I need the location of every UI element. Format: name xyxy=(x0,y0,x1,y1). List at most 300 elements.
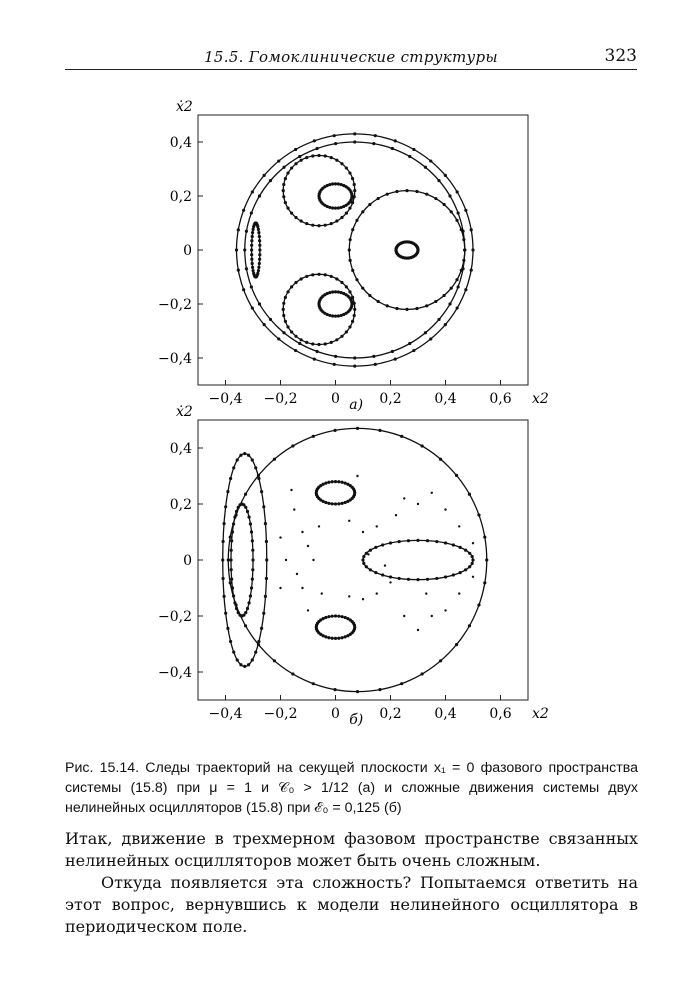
panel-2-orbit-point xyxy=(340,636,343,639)
panel-1-orbit-point xyxy=(437,179,440,182)
panel-1-orbit-point xyxy=(455,278,458,281)
panel-2-y-axis-label: ẋ2 xyxy=(176,404,193,420)
panel-1-orbit-point xyxy=(334,315,337,318)
panel-2-orbit-point xyxy=(221,540,224,543)
panel-1-orbit-point xyxy=(471,248,474,251)
panel-2-orbit-point xyxy=(459,546,462,549)
panel-1-orbit-point xyxy=(334,207,337,210)
panel-1-orbit-point xyxy=(335,277,338,280)
panel-1-orbit-point xyxy=(311,342,314,345)
panel-1-orbit-point xyxy=(263,174,266,177)
panel-2-orbit-point xyxy=(426,539,429,542)
panel-1-orbit-point xyxy=(412,349,415,352)
panel-2-orbit-point xyxy=(324,501,327,504)
panel-1-orbit-point xyxy=(282,331,285,334)
panel-1-orbit-point xyxy=(434,300,437,303)
panel-1-x-axis-label: x2 xyxy=(532,391,549,407)
panel-2-orbit-point xyxy=(251,658,254,661)
panel-2-chaos-point xyxy=(425,592,427,594)
panel-2-orbit-point xyxy=(435,577,438,580)
panel-1-orbit-point xyxy=(372,142,375,145)
panel-1-orbit-point xyxy=(300,219,303,222)
panel-1-orbit-point xyxy=(331,290,334,293)
panel-1-orbit-point xyxy=(242,209,245,212)
panel-2-orbit-point xyxy=(264,595,267,598)
panel-1-orbit-point xyxy=(340,281,343,284)
panel-1-orbit-point xyxy=(258,262,261,265)
panel-2-chaos-point xyxy=(307,545,309,547)
body-text xyxy=(65,828,638,938)
panel-1-orbit-point xyxy=(361,287,364,290)
panel-1-orbit-point xyxy=(443,203,446,206)
panel-1-orbit-point xyxy=(464,288,467,291)
panel-2-orbit-point xyxy=(416,578,419,581)
panel-2-x-tick-label: 0,4 xyxy=(434,706,457,722)
panel-1-orbit-point xyxy=(340,335,343,338)
panel-2-orbit-point xyxy=(468,552,471,555)
panel-2-chaos-point xyxy=(458,525,460,527)
panel-1-orbit-point xyxy=(258,302,261,305)
panel-1-orbit-point xyxy=(377,197,380,200)
panel-2-orbit-point xyxy=(362,562,365,565)
panel-2-orbit-point xyxy=(239,454,242,457)
panel-1-orbit-point xyxy=(286,290,289,293)
panel-1-orbit-point xyxy=(311,224,314,227)
panel-2-orbit-point xyxy=(312,682,315,685)
panel-1-orbit-point xyxy=(284,320,287,323)
panel-1-x-tick-label: 0,6 xyxy=(489,391,512,407)
panel-2-chaos-point xyxy=(444,609,446,611)
panel-1-orbit-point xyxy=(251,231,254,234)
panel-2-chaos-point xyxy=(431,492,433,494)
panel-2-chaos-point xyxy=(285,559,287,561)
panel-2-orbit-point xyxy=(247,601,250,604)
panel-2-orbit-point xyxy=(439,458,442,461)
panel-2-chaos-point xyxy=(348,520,350,522)
panel-2-orbit-point xyxy=(232,594,235,597)
panel-2-orbit-point xyxy=(239,663,242,666)
panel-1-orbit-point xyxy=(335,159,338,162)
panel-2-chaos-point xyxy=(362,598,364,600)
panel-2-orbit-point xyxy=(346,483,349,486)
panel-1-orbit-point xyxy=(353,365,356,368)
panel-1-x-tick-label: 0 xyxy=(331,391,340,407)
panel-1-orbit-point xyxy=(415,190,418,193)
panel-2-orbit-point xyxy=(369,549,372,552)
panel-1-orbit-point xyxy=(294,281,297,284)
panel-2-orbit-point xyxy=(455,474,458,477)
panel-1-y-tick-label: 0 xyxy=(183,243,192,259)
panel-2-orbit-point xyxy=(400,682,403,685)
panel-1-orbit-point xyxy=(355,219,358,222)
panel-1-orbit-point xyxy=(258,239,261,242)
panel-1-orbit-point xyxy=(257,231,260,234)
panel-2-orbit-point xyxy=(247,454,250,457)
panel-1-orbit-point xyxy=(337,182,340,185)
panel-1-orbit-point xyxy=(250,248,253,251)
panel-1-orbit-point xyxy=(335,338,338,341)
panel-1-orbit-point xyxy=(353,132,356,135)
panel-1-orbit-point xyxy=(290,166,293,169)
panel-2-orbit-point xyxy=(464,568,467,571)
panel-1-orbit-point xyxy=(429,337,432,340)
panel-2-orbit-point xyxy=(346,617,349,620)
figure-caption: Рис. 15.14. Следы траекторий на секущей плоскости x₁ = 0 фазового пространства системы (15.8) при μ = 1 и 𝒞₀ > 1/12 (а) и сложные движения системы двух нелинейных осцилляторов (15.8) при ℰ₀ = 0,125 (б) xyxy=(65,760,638,816)
panel-1-orbit-point xyxy=(331,314,334,317)
panel-1-orbit-point xyxy=(257,266,260,269)
panel-1-orbit-point xyxy=(337,290,340,293)
panel-1-orbit-point xyxy=(237,269,240,272)
panel-2-orbit-point xyxy=(340,502,343,505)
panel-1-orbit-point xyxy=(415,307,418,310)
panel-2-orbit-point xyxy=(265,558,268,561)
panel-1-orbit-point xyxy=(337,314,340,317)
panel-1-orbit-point xyxy=(348,325,351,328)
panel-1-orbit-point xyxy=(263,323,266,326)
panel-2-orbit-point xyxy=(251,549,254,552)
panel-2-orbit-point xyxy=(344,501,347,504)
panel-1-orbit-point xyxy=(444,323,447,326)
panel-1-orbit-point xyxy=(324,273,327,276)
panel-2-chaos-point xyxy=(296,573,298,575)
panel-1-orbit-point xyxy=(334,290,337,293)
panel-1-orbit-point xyxy=(282,195,285,198)
panel-2-chaos-point xyxy=(458,592,460,594)
panel-2-orbit-point xyxy=(381,573,384,576)
panel-2-orbit-point xyxy=(333,429,336,432)
panel-1-orbit-point xyxy=(251,228,254,231)
panel-1-orbit-point xyxy=(470,228,473,231)
panel-2-orbit-point xyxy=(471,555,474,558)
panel-1-y-tick-label: 0,2 xyxy=(169,189,192,205)
panel-1-orbit-point xyxy=(298,342,301,345)
panel-1-orbit-point xyxy=(425,193,428,196)
panel-1-orbit-point xyxy=(391,350,394,353)
panel-1-orbit-2 xyxy=(245,142,465,358)
panel-1-orbit-point xyxy=(282,314,285,317)
panel-1-orbit-point xyxy=(300,338,303,341)
panel-2-orbit-point xyxy=(260,627,263,630)
panel-2-orbit-point xyxy=(416,539,419,542)
panel-2-orbit-point xyxy=(229,477,232,480)
panel-1-y-tick-label: 0,4 xyxy=(169,135,192,151)
panel-1-orbit-point xyxy=(250,211,253,214)
panel-2-chaos-point xyxy=(348,595,350,597)
panel-2-chaos-point xyxy=(293,508,295,510)
panel-2-orbit-point xyxy=(362,555,365,558)
panel-1-orbit-point xyxy=(351,228,354,231)
panel-1-orbit-point xyxy=(462,238,465,241)
panel-1-orbit-point xyxy=(294,216,297,219)
panel-1-orbit-point xyxy=(298,155,301,158)
panel-1-orbit-point xyxy=(425,304,428,307)
panel-2-orbit-point xyxy=(407,539,410,542)
panel-1-orbit-point xyxy=(455,219,458,222)
panel-1-orbit-point xyxy=(464,209,467,212)
panel-1-orbit-point xyxy=(250,253,253,256)
panel-1-orbit-point xyxy=(290,285,293,288)
panel-1-orbit-point xyxy=(424,166,427,169)
panel-1-orbit-point xyxy=(450,210,453,213)
panel-1-orbit-point xyxy=(258,258,261,261)
panel-1-orbit-point xyxy=(250,244,253,247)
panel-2-chaos-point xyxy=(307,609,309,611)
panel-1-orbit-point xyxy=(282,302,285,305)
panel-1-orbit-point xyxy=(251,190,254,193)
panel-2-chaos-point xyxy=(301,587,303,589)
panel-2-orbit-point xyxy=(398,577,401,580)
panel-1-orbit-point xyxy=(353,140,356,143)
panel-2-orbit-point xyxy=(337,480,340,483)
panel-1-y-tick-label: −0,2 xyxy=(158,297,192,313)
panel-2-orbit-point xyxy=(389,575,392,578)
panel-1-orbit-point xyxy=(243,248,246,251)
panel-1-y-tick-label: −0,4 xyxy=(158,351,192,367)
panel-1-orbit-point xyxy=(457,285,460,288)
panel-1-orbit-point xyxy=(286,207,289,210)
panel-1-orbit-point xyxy=(351,269,354,272)
panel-1-orbit-point xyxy=(456,190,459,193)
panel-2-panel-label: б) xyxy=(349,712,364,728)
panel-2-chaos-point xyxy=(431,615,433,617)
panel-2-chaos-point xyxy=(384,564,386,566)
panel-2-orbit-point xyxy=(273,659,276,662)
panel-2-chaos-point xyxy=(290,489,292,491)
panel-1-orbit-point xyxy=(353,356,356,359)
panel-2-orbit-point xyxy=(340,615,343,618)
panel-1-orbit-point xyxy=(277,159,280,162)
panel-2-y-tick-label: 0,2 xyxy=(169,497,192,513)
panel-2-orbit-point xyxy=(224,612,227,615)
panel-2-orbit-point xyxy=(477,603,480,606)
panel-1-orbit-point xyxy=(337,206,340,209)
panel-1-orbit-point xyxy=(463,248,466,251)
panel-1-orbit-point xyxy=(345,285,348,288)
panel-1-orbit-point xyxy=(277,337,280,340)
panel-2-chaos-point xyxy=(279,587,281,589)
panel-2-orbit-point xyxy=(340,481,343,484)
panel-1-orbit-point xyxy=(331,206,334,209)
panel-2-orbit-point xyxy=(398,540,401,543)
panel-2-chaos-point xyxy=(376,592,378,594)
panel-2-orbit-point xyxy=(226,490,229,493)
panel-1-orbit-point xyxy=(313,139,316,142)
panel-2-x-tick-label: 0 xyxy=(331,706,340,722)
panel-2-orbit-point xyxy=(265,577,268,580)
panel-2-orbit-point xyxy=(353,493,356,496)
panel-1-orbit-point xyxy=(245,230,248,233)
panel-2-orbit-point xyxy=(232,522,235,525)
panel-1-orbit-point xyxy=(391,147,394,150)
panel-1-orbit-point xyxy=(448,302,451,305)
panel-1-orbit-point xyxy=(257,269,260,272)
panel-1-orbit-point xyxy=(348,207,351,210)
panel-2-orbit-point xyxy=(251,458,254,461)
panel-2-orbit-point xyxy=(365,565,368,568)
panel-2-orbit-point xyxy=(243,452,246,455)
panel-2-x-tick-label: −0,2 xyxy=(263,706,298,722)
panel-1-orbit-point xyxy=(377,300,380,303)
panel-2-orbit-point xyxy=(361,558,364,561)
panel-2-orbit-point xyxy=(262,612,265,615)
panel-2-chaos-point xyxy=(356,475,358,477)
panel-2-orbit-point xyxy=(230,568,233,571)
panel-1-x-tick-label: −0,4 xyxy=(208,391,243,407)
panel-1-orbit-point xyxy=(305,341,308,344)
panel-2-orbit-point xyxy=(468,493,471,496)
panel-2-chaos-point xyxy=(395,514,397,516)
panel-1-orbit-point xyxy=(355,278,358,281)
panel-2-orbit-point xyxy=(334,480,337,483)
panel-1-orbit-point xyxy=(434,197,437,200)
panel-1-orbit-point xyxy=(348,290,351,293)
panel-2-orbit-point xyxy=(233,601,236,604)
panel-2-orbit-point xyxy=(273,458,276,461)
panel-1-orbit-point xyxy=(317,343,320,346)
panel-1-orbit-point xyxy=(412,148,415,151)
panel-2-orbit-point xyxy=(247,663,250,666)
panel-1-orbit-point xyxy=(316,350,319,353)
panel-1-orbit-point xyxy=(405,308,408,311)
panel-2-x-tick-label: 0,6 xyxy=(489,706,512,722)
panel-2-orbit-point xyxy=(344,482,347,485)
panel-2-orbit-point xyxy=(374,546,377,549)
panel-1-orbit-point xyxy=(286,325,289,328)
panel-1-x-tick-label: −0,2 xyxy=(263,391,298,407)
panel-2-orbit-point xyxy=(324,482,327,485)
panel-2-orbit-point xyxy=(244,611,247,614)
panel-2-orbit-point xyxy=(247,516,250,519)
panel-2-orbit-point xyxy=(265,540,268,543)
panel-2-orbit-3 xyxy=(231,504,253,616)
panel-1-orbit-point xyxy=(374,363,377,366)
panel-2-x-tick-label: 0,2 xyxy=(379,706,402,722)
panel-2-chaos-point xyxy=(403,615,405,617)
panel-1-orbit-point xyxy=(235,248,238,251)
panel-2-orbit-point xyxy=(221,558,224,561)
panel-2-orbit-point xyxy=(229,558,232,561)
panel-2-orbit-point xyxy=(421,672,424,675)
panel-2-orbit-point xyxy=(233,516,236,519)
panel-2-orbit-point xyxy=(237,506,240,509)
panel-2-orbit-point xyxy=(251,539,254,542)
panel-2-orbit-point xyxy=(444,541,447,544)
panel-2-orbit-point xyxy=(230,578,233,581)
panel-1-orbit-point xyxy=(345,166,348,169)
panel-2-orbit-point xyxy=(312,435,315,438)
panel-1-orbit-point xyxy=(251,262,254,265)
panel-2-chaos-point xyxy=(403,497,405,499)
panel-2-orbit-point xyxy=(381,543,384,546)
panel-1-orbit-point xyxy=(237,228,240,231)
panel-2-orbit-point xyxy=(374,571,377,574)
panel-1-orbit-point xyxy=(294,162,297,165)
panel-2-y-tick-label: 0 xyxy=(183,553,192,569)
panel-1-orbit-point xyxy=(251,269,254,272)
panel-2-orbit-point xyxy=(426,578,429,581)
panel-1-orbit-point xyxy=(311,273,314,276)
panel-2-orbit-point xyxy=(378,688,381,691)
panel-2-orbit-point xyxy=(334,502,337,505)
panel-2-orbit-point xyxy=(483,536,486,539)
panel-1-x-tick-label: 0,4 xyxy=(434,391,457,407)
panel-1-orbit-point xyxy=(462,259,465,262)
panel-2-orbit-point xyxy=(337,502,340,505)
panel-2-orbit-point xyxy=(421,444,424,447)
panel-2-orbit-point xyxy=(477,513,480,516)
panel-1-orbit-point xyxy=(250,285,253,288)
panel-1-orbit-point xyxy=(394,139,397,142)
panel-1-orbit-point xyxy=(282,308,285,311)
panel-1-orbit-point xyxy=(258,244,261,247)
panel-1-orbit-point xyxy=(317,273,320,276)
panel-2-orbit-point xyxy=(227,558,230,561)
panel-2-orbit-point xyxy=(356,427,359,430)
panel-2-orbit-point xyxy=(353,628,356,631)
panel-1-orbit-point xyxy=(334,355,337,358)
panel-1-orbit-point xyxy=(460,228,463,231)
panel-2-orbit-point xyxy=(356,690,359,693)
panel-1-orbit-point xyxy=(348,171,351,174)
panel-1-orbit-point xyxy=(245,267,248,270)
panel-1-orbit-point xyxy=(457,211,460,214)
panel-2-chaos-point xyxy=(389,581,391,583)
panel-1-frame xyxy=(198,115,528,385)
panel-2-chaos-point xyxy=(321,592,323,594)
panel-2-orbit-point xyxy=(221,577,224,580)
panel-2-chaos-point xyxy=(472,576,474,578)
panel-2-orbit-point xyxy=(230,539,233,542)
panel-2-orbit-point xyxy=(222,522,225,525)
panel-2-chaos-point xyxy=(472,542,474,544)
panel-2-chaos-point xyxy=(417,503,419,505)
panel-2-orbit-point xyxy=(344,635,347,638)
panel-1-orbit-point xyxy=(460,269,463,272)
section-title: 15.5. Гомоклинические структуры xyxy=(204,48,498,66)
panel-1-orbit-point xyxy=(353,314,356,317)
panel-2-orbit-point xyxy=(439,659,442,662)
panel-1-orbit-point xyxy=(350,305,353,308)
panel-2-orbit-point xyxy=(249,594,252,597)
panel-1-orbit-point xyxy=(333,134,336,137)
paragraph-2: Откуда появляется эта сложность? Попытаемся ответить на этот вопрос, вернувшись к модели нелинейного осциллятора в периодическом поле. xyxy=(65,873,638,936)
panel-2-orbit-point xyxy=(246,607,249,610)
panel-1-orbit-point xyxy=(470,269,473,272)
panel-1-orbit-point xyxy=(395,307,398,310)
panel-2-orbit-point xyxy=(251,578,254,581)
panel-2-orbit-point xyxy=(291,672,294,675)
panel-2-orbit-point xyxy=(464,549,467,552)
panel-1-orbit-point xyxy=(353,189,356,192)
panel-1-orbit-point xyxy=(334,142,337,145)
panel-2-orbit-point xyxy=(254,651,257,654)
panel-1-orbit-point xyxy=(317,154,320,157)
panel-1-orbit-3 xyxy=(349,191,465,310)
panel-1-orbit-point xyxy=(340,162,343,165)
panel-2-chaos-point xyxy=(312,559,314,561)
panel-1-orbit-point xyxy=(361,210,364,213)
panel-2-orbit-point xyxy=(483,581,486,584)
panel-2-orbit-point xyxy=(337,637,340,640)
panel-2-orbit-point xyxy=(236,658,239,661)
panel-1-orbit-point xyxy=(349,259,352,262)
panel-1-orbit-point xyxy=(305,222,308,225)
panel-1-orbit-point xyxy=(345,212,348,215)
panel-1-orbit-point xyxy=(290,330,293,333)
panel-2-y-tick-label: −0,2 xyxy=(158,609,192,625)
panel-1-orbit-point xyxy=(250,239,253,242)
panel-2-x-axis-label: x2 xyxy=(532,706,549,722)
